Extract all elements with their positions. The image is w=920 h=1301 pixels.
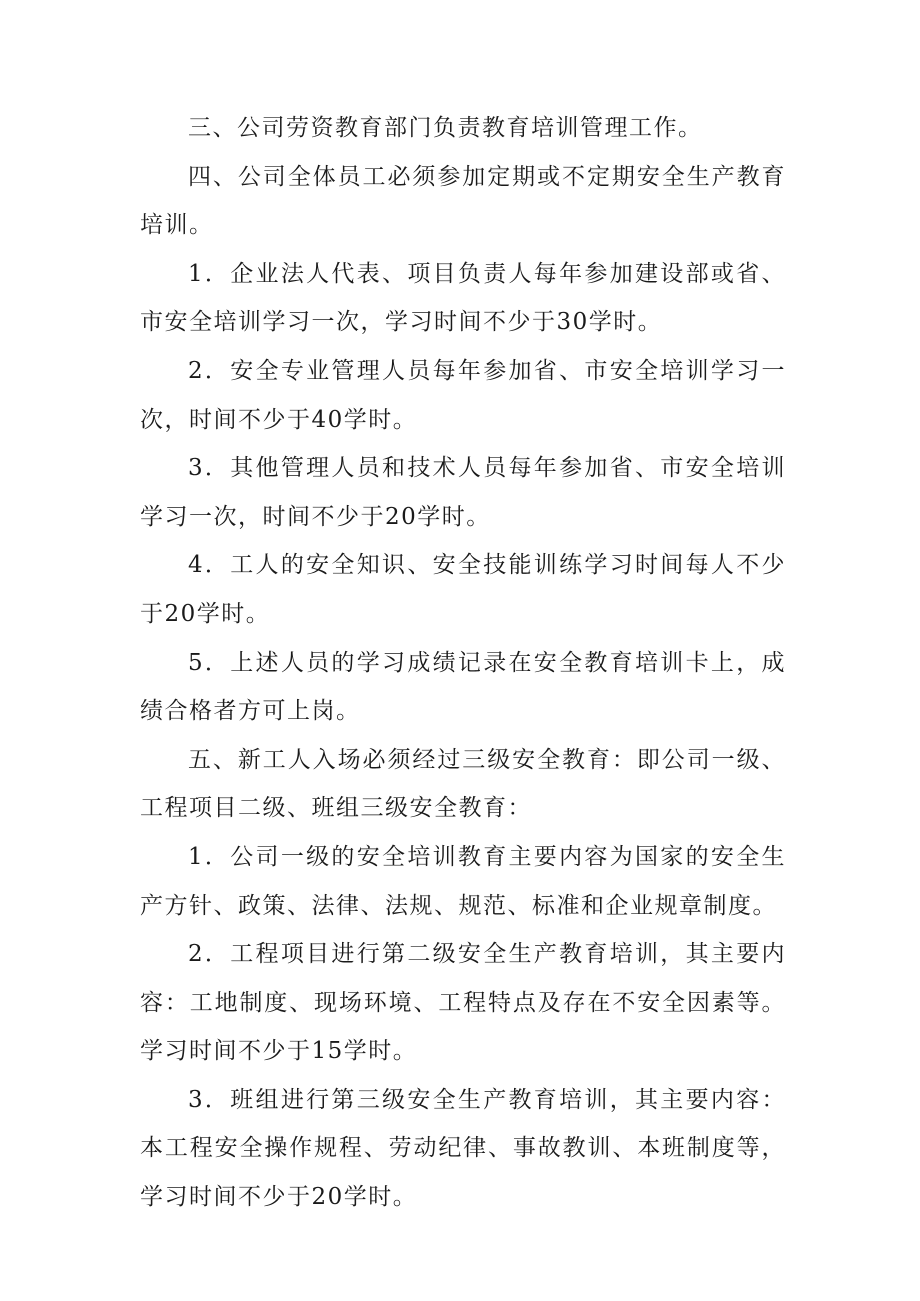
paragraph-5-2: 2．工程项目进行第二级安全生产教育培训，其主要内容：工地制度、现场环境、工程特点及存在不安全因素等。学习时间不少于15学时。 [140,941,786,1065]
paragraph-4-4: 4．工人的安全知识、安全技能训练学习时间每人不少于20学时。 [140,552,786,627]
document-body [140,104,786,1222]
paragraph-4-5: 5．上述人员的学习成绩记录在安全教育培训卡上，成绩合格者方可上岗。 [140,649,786,725]
paragraph-5-3: 3．班组进行第三级安全生产教育培训，其主要内容：本工程安全操作规程、劳动纪律、事故教训、本班制度等，学习时间不少于20学时。 [140,1086,786,1211]
paragraph-5: 五、新工人入场必须经过三级安全教育：即公司一级、工程项目二级、班组三级安全教育： [140,746,786,822]
paragraph-4-3: 3．其他管理人员和技术人员每年参加省、市安全培训学习一次，时间不少于20学时。 [140,455,786,530]
paragraph-5-1: 1．公司一级的安全培训教育主要内容为国家的安全生产方针、政策、法律、法规、规范、标准和企业规章制度。 [140,843,786,919]
paragraph-4: 四、公司全体员工必须参加定期或不定期安全生产教育培训。 [140,163,786,239]
paragraph-3: 三、公司劳资教育部门负责教育培训管理工作。 [188,115,703,141]
paragraph-4-1: 1．企业法人代表、项目负责人每年参加建设部或省、市安全培训学习一次，学习时间不少于30学时。 [140,260,786,336]
paragraph-4-2: 2．安全专业管理人员每年参加省、市安全培训学习一次，时间不少于40学时。 [140,357,786,433]
